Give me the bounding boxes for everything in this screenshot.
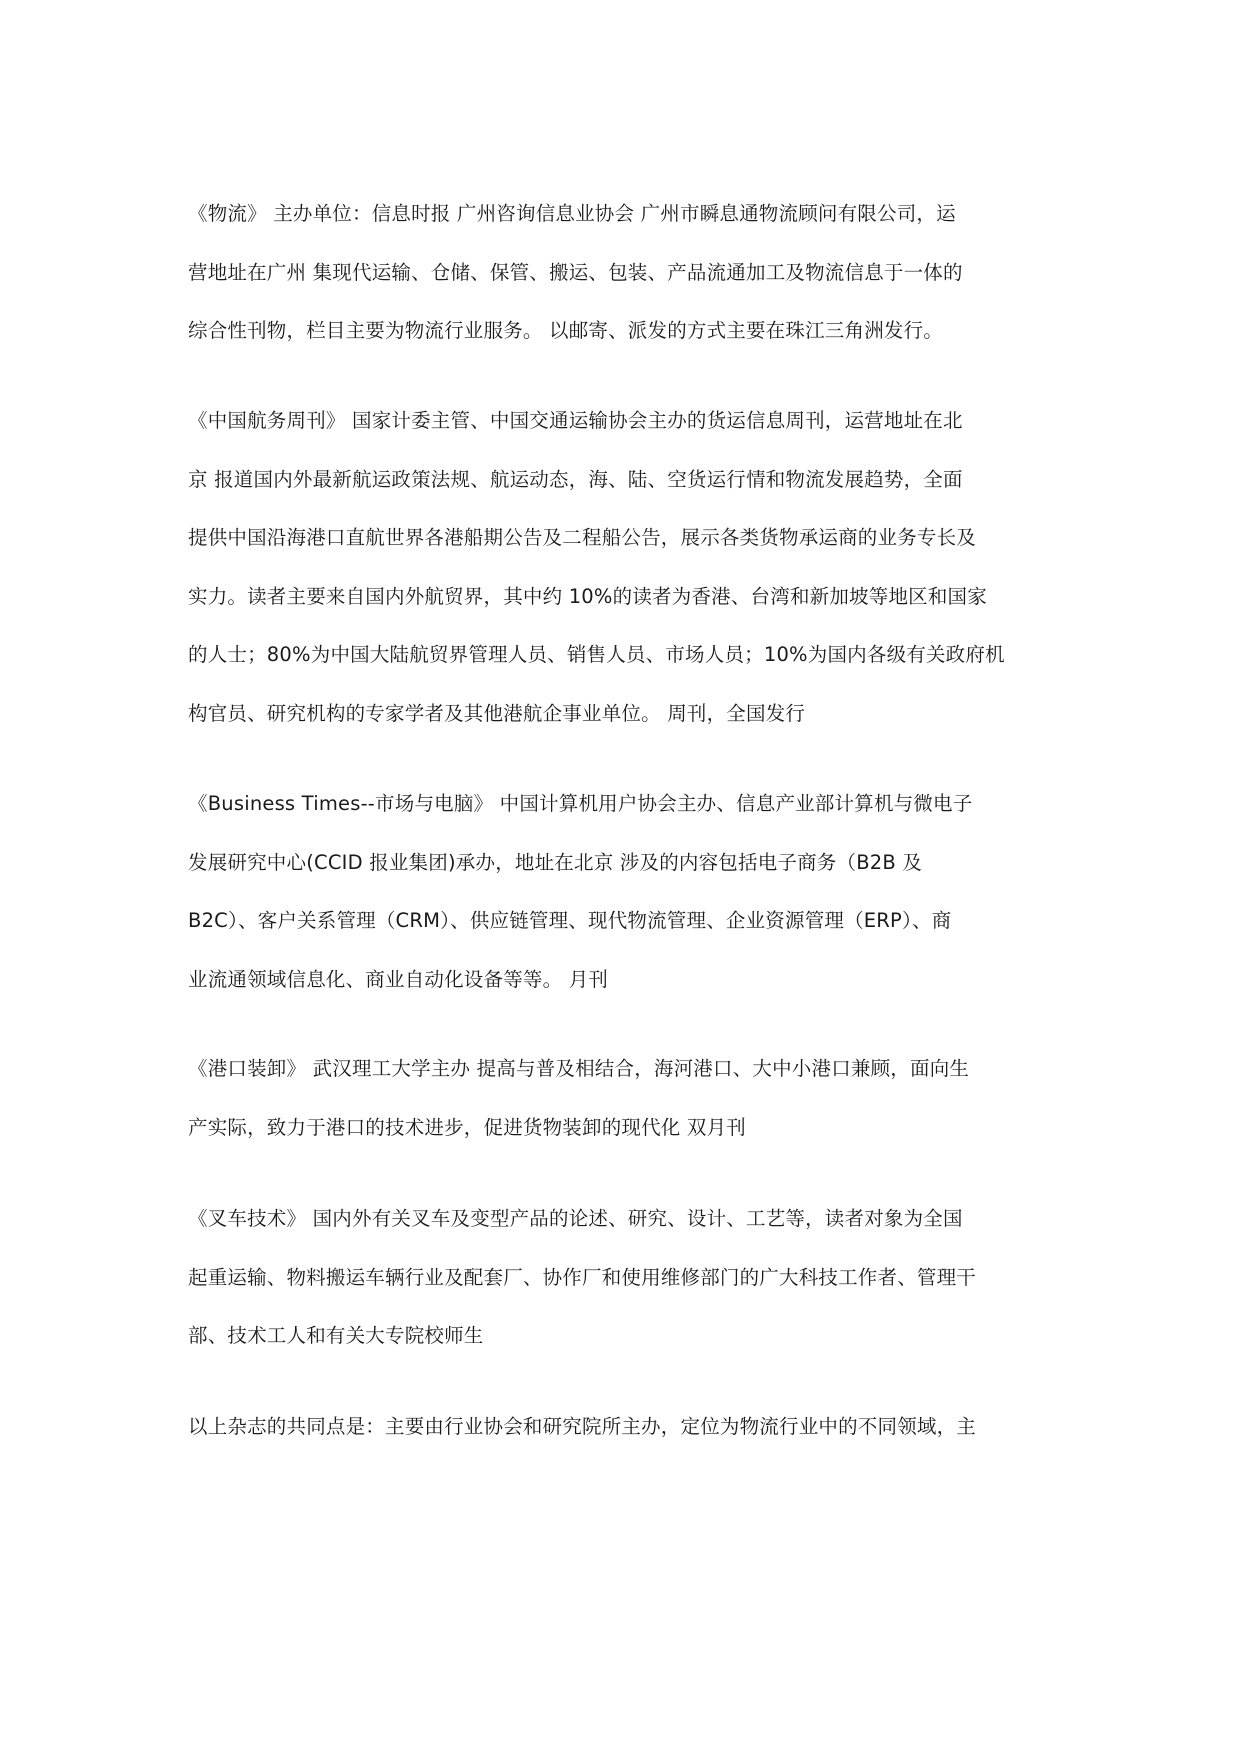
text-line: 营地址在广州 集现代运输、仓储、保管、搬运、包装、产品流通加工及物流信息于一体的 [188, 260, 963, 284]
text-line: 起重运输、物料搬运车辆行业及配套厂、协作厂和使用维修部门的广大科技工作者、管理干 [188, 1265, 977, 1289]
text-line: 综合性刊物，栏目主要为物流行业服务。 以邮寄、派发的方式主要在珠江三角洲发行。 [188, 319, 943, 342]
text-line: 《中国航务周刊》 国家计委主管、中国交通运输协会主办的货运信息周刊，运营地址在北 [188, 409, 963, 432]
paragraph-wuliu [188, 185, 1058, 361]
text-line: 《物流》 主办单位：信息时报 广州咨询信息业协会 广州市瞬息通物流顾问有限公司，运 [188, 202, 956, 225]
text-line: 实力。读者主要来自国内外航贸界，其中约 10%的读者为香港、台湾和新加坡等地区和国家 [188, 584, 987, 608]
text-line: 以上杂志的共同点是：主要由行业协会和研究院所主办，定位为物流行业中的不同领域，主 [188, 1415, 977, 1438]
text-line: 提供中国沿海港口直航世界各港船期公告及二程船公告，展示各类货物承运商的业务专长及 [188, 526, 977, 549]
paragraph-zhongguo-hangwu-zhoukan [188, 392, 1058, 743]
paragraph-gangkou-zhuangxie [188, 1040, 1058, 1157]
paragraph-business-times [188, 775, 1058, 1009]
text-line: 构官员、研究机构的专家学者及其他港航企事业单位。 周刊，全国发行 [188, 701, 806, 725]
text-line: 业流通领域信息化、商业自动化设备等等。 月刊 [188, 967, 609, 991]
text-line: 《Business Times--市场与电脑》 中国计算机用户协会主办、信息产业部计算机与微电子 [188, 792, 973, 815]
text-line: 部、技术工人和有关大专院校师生 [188, 1324, 484, 1347]
text-line: 《港口装卸》 武汉理工大学主办 提高与普及相结合，海河港口、大中小港口兼顾，面向生 [188, 1057, 970, 1080]
paragraph-chache-jishu [188, 1190, 1058, 1366]
text-line: 京 报道国内外最新航运政策法规、航运动态，海、陆、空货运行情和物流发展趋势，全面 [188, 467, 963, 491]
text-line: 发展研究中心(CCID 报业集团)承办，地址在北京 涉及的内容包括电子商务（B2B 及 [188, 850, 923, 874]
text-line: 的人士；80%为中国大陆航贸界管理人员、销售人员、市场人员；10%为国内各级有关政府机 [188, 643, 1005, 666]
paragraph-summary [188, 1398, 1058, 1457]
text-line: 产实际，致力于港口的技术进步，促进货物装卸的现代化 双月刊 [188, 1115, 746, 1139]
text-line: B2C）、客户关系管理（CRM）、供应链管理、现代物流管理、企业资源管理（ERP）、商 [188, 909, 952, 932]
text-line: 《叉车技术》 国内外有关叉车及变型产品的论述、研究、设计、工艺等，读者对象为全国 [188, 1207, 963, 1230]
